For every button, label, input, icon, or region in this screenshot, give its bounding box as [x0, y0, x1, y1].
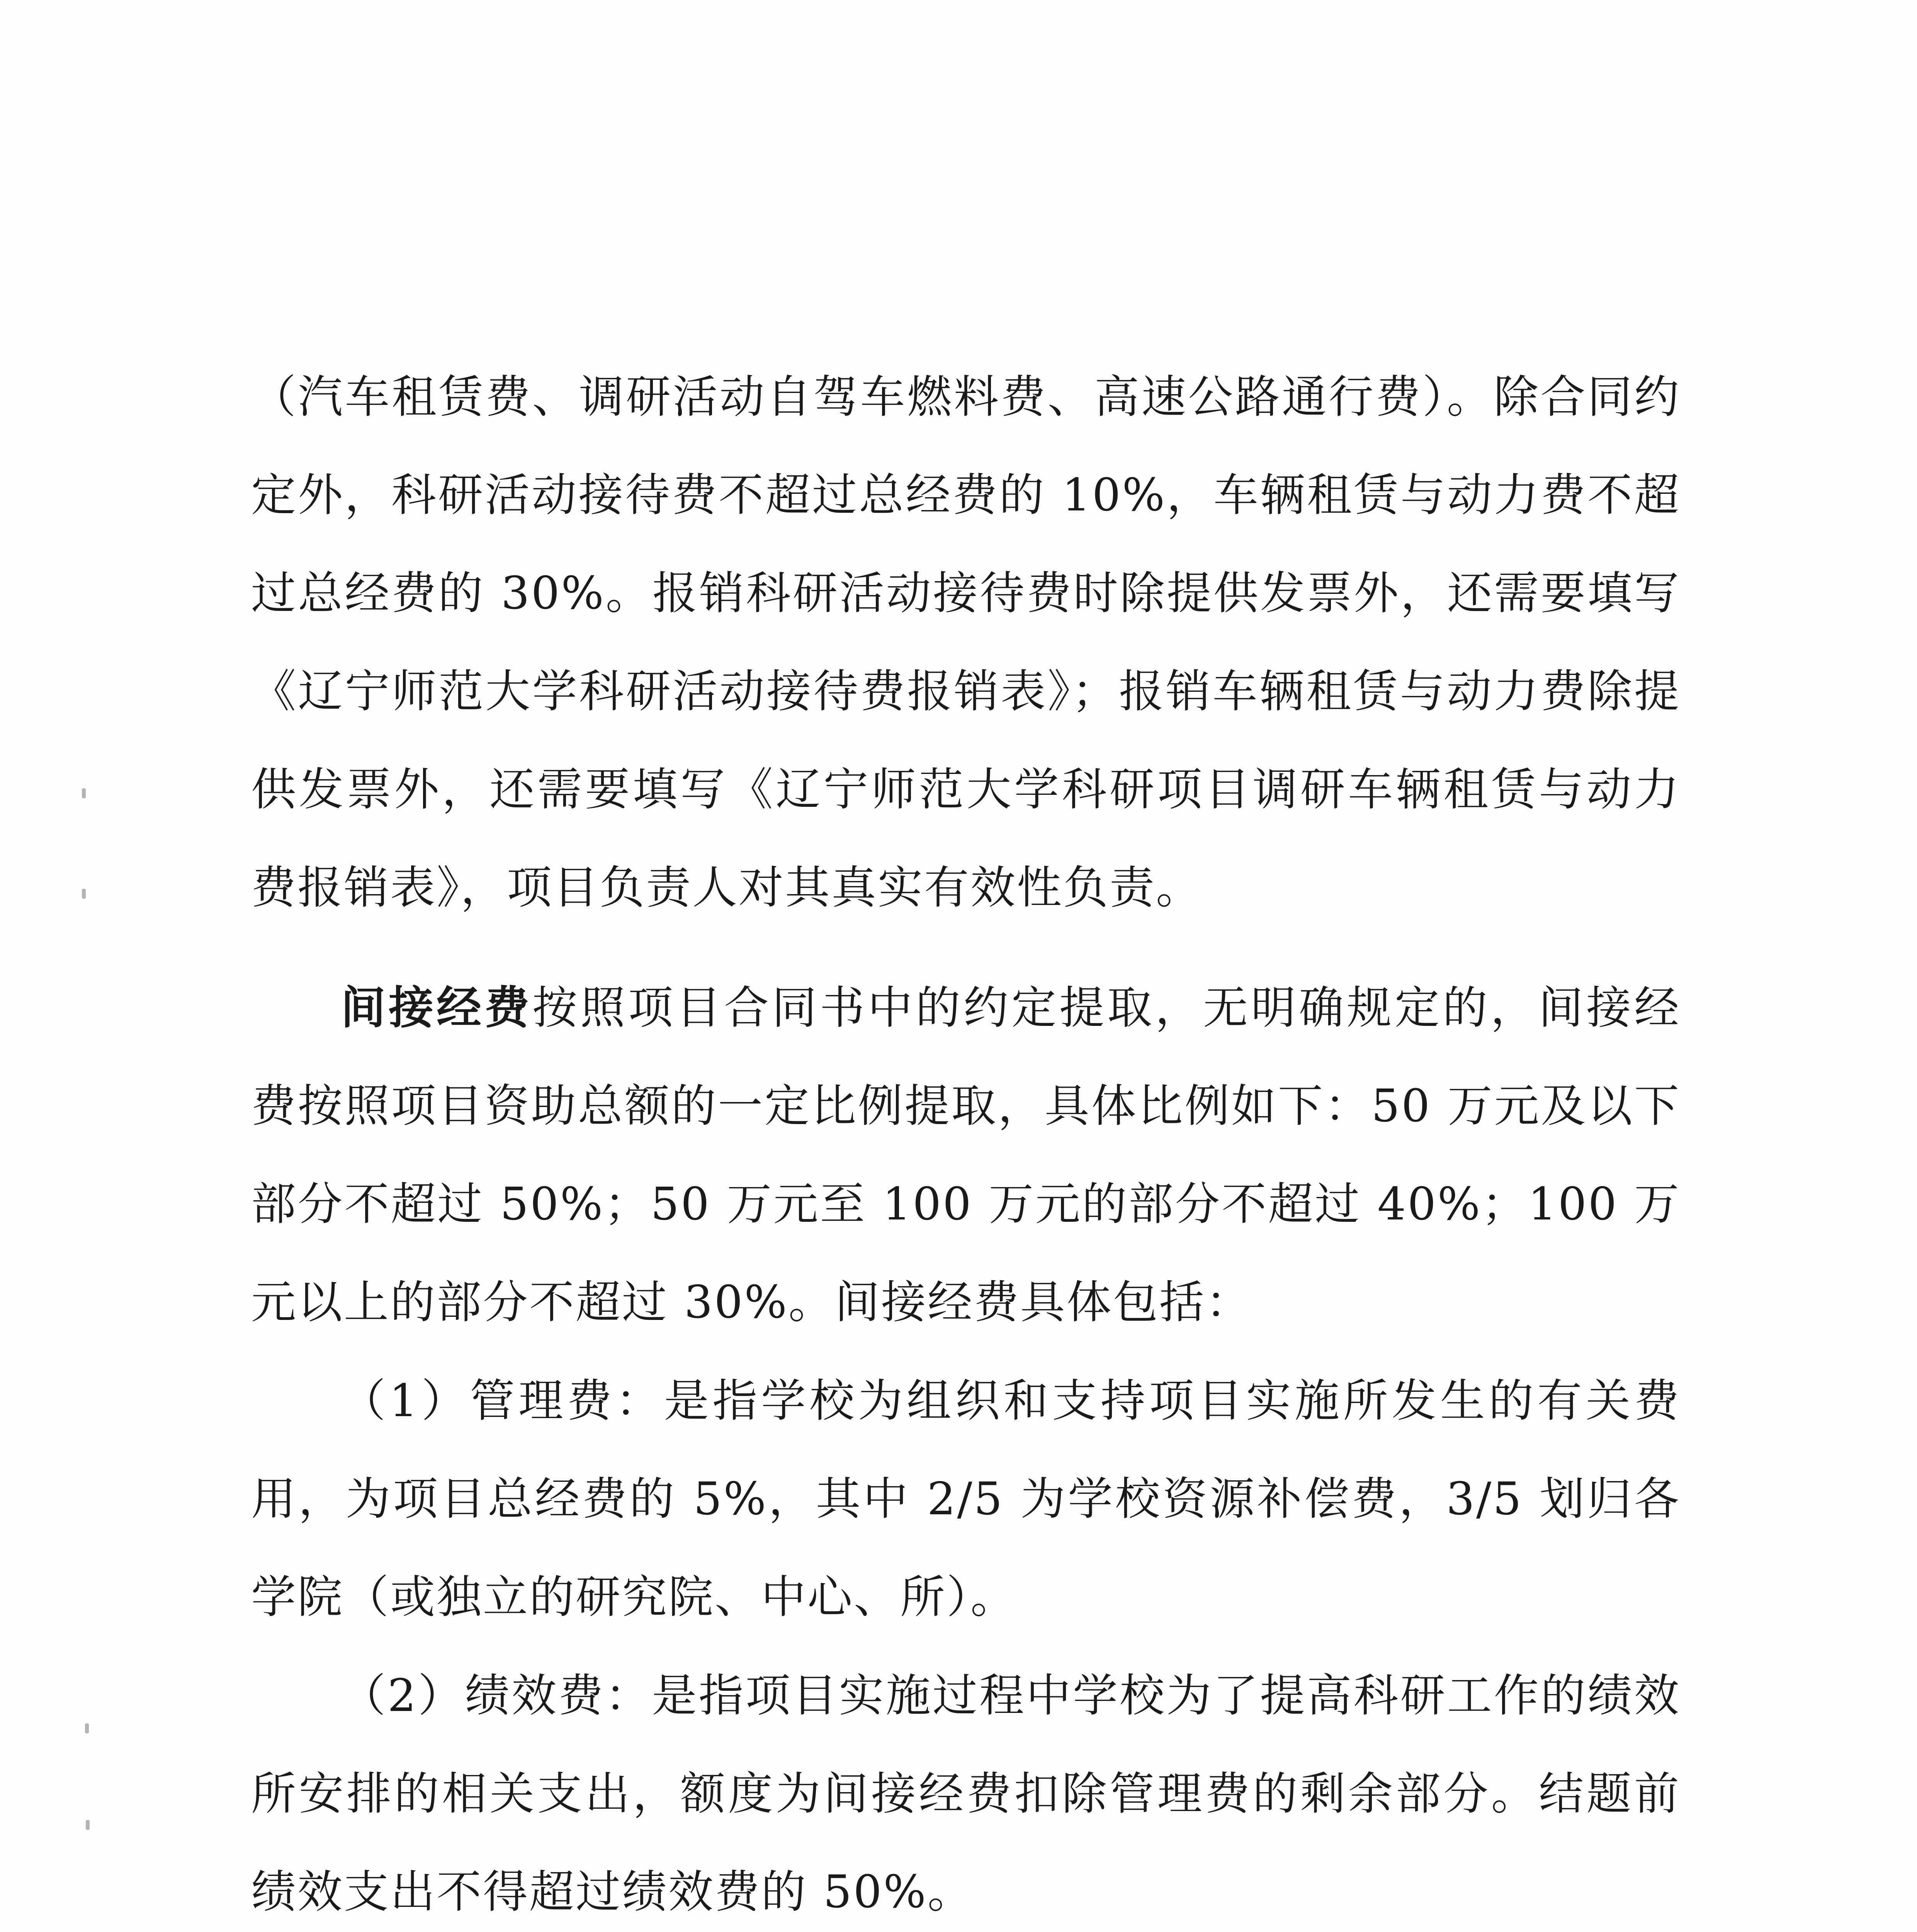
paragraph-lead: 间接经费 — [341, 981, 532, 1034]
paragraph-text: （2）绩效费：是指项目实施过程中学校为了提高科研工作的绩效所安排的相关支出，额度为间接经费扣除管理费的剩余部分。结题前绩效支出不得超过绩效费的 50%。 — [251, 1670, 1681, 1918]
scan-speck — [86, 1820, 90, 1830]
paragraph-management-fee — [251, 1352, 1681, 1646]
paragraph-text: （汽车租赁费、调研活动自驾车燃料费、高速公路通行费）。除合同约定外，科研活动接待费不超过总经费的 10%，车辆租赁与动力费不超过总经费的 30%。报销科研活动接待费时除提供发票外，还需要填写《辽宁师范大学科研活动接待费报销表》；报销车辆租赁与动力费除提供发票外，还需要填写《辽宁师范大学科研项目调研车辆租赁与动力费报销表》，项目负责人对其真实有效性负责。 — [251, 371, 1681, 914]
paragraph-indirect-funds — [251, 959, 1681, 1352]
paragraph-vehicle-expenses — [251, 348, 1681, 937]
scan-speck — [82, 788, 86, 798]
document-body — [251, 348, 1681, 1932]
paragraph-text: （1）管理费：是指学校为组织和支持项目实施所发生的有关费用，为项目总经费的 5%，其中 2/5 为学校资源补偿费，3/5 划归各学院（或独立的研究院、中心、所）。 — [251, 1375, 1681, 1623]
paragraph-performance-fee — [251, 1646, 1681, 1932]
paragraph-text: 按照项目合同书中的约定提取，无明确规定的，间接经费按照项目资助总额的一定比例提取，具体比例如下：50 万元及以下部分不超过 50%；50 万元至 100 万元的部分不超过 40%；100 万元以上的部分不超过 30%。间接经费具体包括： — [251, 982, 1681, 1328]
scan-speck — [82, 889, 86, 899]
scan-speck — [85, 1723, 89, 1733]
